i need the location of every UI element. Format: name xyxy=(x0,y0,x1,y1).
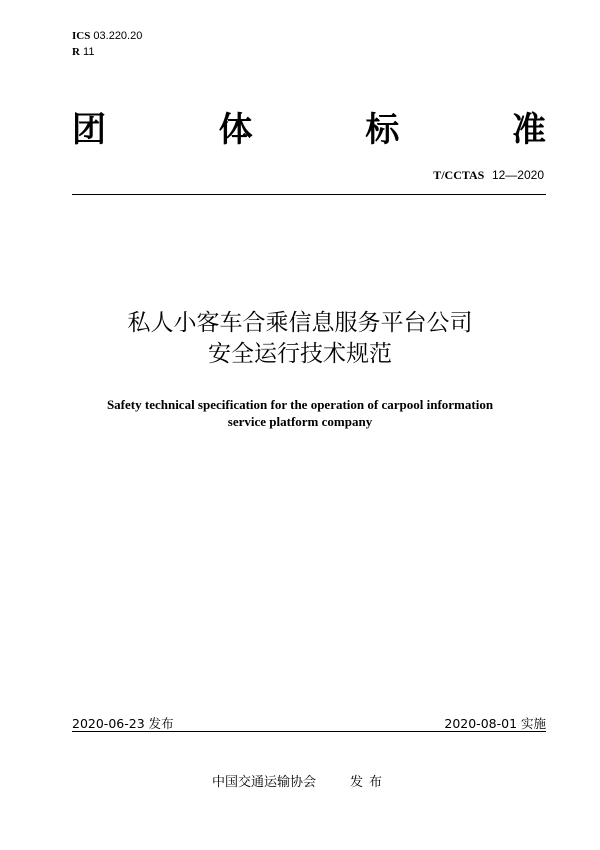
document-type-heading xyxy=(72,110,546,150)
issue-date: 2020-06-23 发布 xyxy=(72,716,174,731)
bottom-divider xyxy=(72,731,546,732)
ccs-code: R 11 xyxy=(72,46,95,58)
heading-char: 团 xyxy=(72,110,106,150)
top-divider xyxy=(72,194,546,195)
english-title: Safety technical specification for the operation of carpool information service platform company xyxy=(106,397,494,429)
heading-char: 准 xyxy=(511,110,546,150)
heading-char: 标 xyxy=(365,110,400,150)
chinese-title: 私人小客车合乘信息服务平台公司 安全运行技术规范 xyxy=(127,310,473,367)
standard-code: T/CCTAS 12—2020 xyxy=(433,168,544,182)
classification-codes xyxy=(72,28,142,60)
implement-date: 2020-08-01 实施 xyxy=(444,716,546,731)
dates-row xyxy=(72,714,546,732)
ics-code: ICS 03.220.20 xyxy=(72,30,143,42)
heading-char: 体 xyxy=(218,110,253,150)
publisher: 中国交通运输协会 发布 xyxy=(211,775,389,790)
